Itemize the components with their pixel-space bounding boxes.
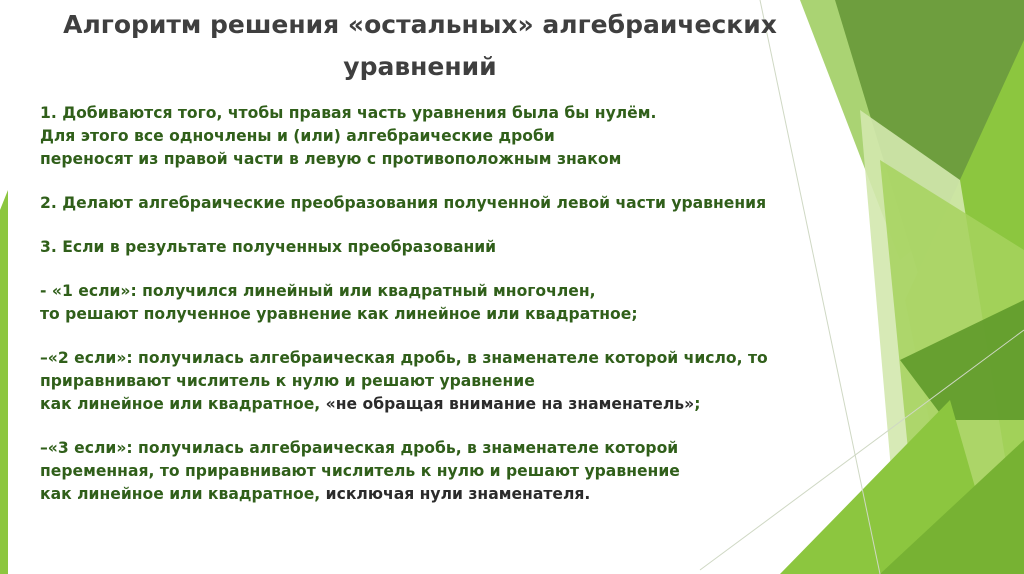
case-2-line-3-end: ; (694, 395, 701, 413)
step-2-line-1: 2. Делают алгебраические преобразования полученной левой части уравнения (40, 194, 767, 212)
spacer (40, 171, 830, 192)
spacer (40, 326, 830, 347)
case-1-line-1: - «1 если»: получился линейный или квадратный многочлен, (40, 282, 596, 300)
step-1-line-1: 1. Добиваются того, чтобы правая часть уравнения была бы нулём. (40, 104, 657, 122)
case-3-line-3 (40, 483, 830, 506)
case-3-line-3-end: . (584, 485, 591, 503)
left-edge-strip (0, 190, 8, 574)
case-1-line-2: то решают полученное уравнение как линейное или квадратное; (40, 305, 638, 323)
step-1-line-3: переносят из правой части в левую с противоположным знаком (40, 150, 622, 168)
case-3-line-1: –«3 если»: получилась алгебраическая дробь, в знаменателе которой (40, 439, 679, 457)
case-3-emphasis: исключая нули знаменателя (325, 485, 585, 503)
case-3-line-3-text: как линейное или квадратное, (40, 485, 326, 503)
step-3-line-1: 3. Если в результате полученных преобразований (40, 238, 497, 256)
spacer (40, 215, 830, 236)
step-1-line-2: Для этого все одночлены и (или) алгебраические дроби (40, 127, 555, 145)
case-2-emphasis: «не обращая внимание на знаменатель» (325, 395, 695, 413)
title-line-1: Алгоритм решения «остальных» алгебраических (63, 10, 777, 39)
spacer (40, 416, 830, 437)
spacer (40, 259, 830, 280)
case-3-line-2: переменная, то приравнивают числитель к нулю и решают уравнение (40, 462, 680, 480)
title-line-2: уравнений (343, 52, 497, 81)
case-2-line-3 (40, 393, 830, 416)
slide-title (40, 4, 800, 88)
slide-body (40, 102, 830, 506)
case-2-line-2: приравнивают числитель к нулю и решают уравнение (40, 372, 535, 390)
case-2-line-3-text: как линейное или квадратное, (40, 395, 326, 413)
case-2-line-1: –«2 если»: получилась алгебраическая дробь, в знаменателе которой число, то (40, 349, 768, 367)
